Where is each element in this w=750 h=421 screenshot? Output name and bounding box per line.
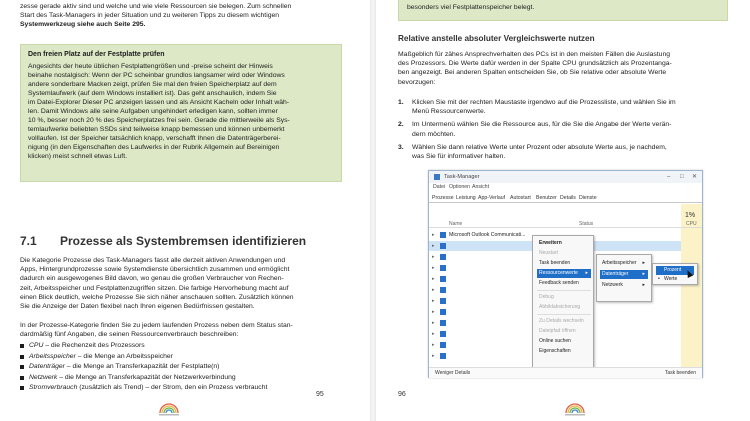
list-item xyxy=(20,362,342,373)
menu-item-ressourcenwerte[interactable] xyxy=(537,269,591,278)
menu-ansicht[interactable]: Ansicht xyxy=(472,184,490,190)
menu-item-label: Netzwerk xyxy=(602,282,623,288)
app-icon xyxy=(440,309,446,315)
step-list xyxy=(398,98,728,165)
text-line: was Sie für informativer halten. xyxy=(412,153,506,161)
text-line: zeit, Arbeitsspeicher und Festplattenzugriffen sitzen. Die farbige Hervorhebung macht auf xyxy=(20,284,289,292)
chevron-right-icon[interactable]: ▸ xyxy=(432,276,435,282)
app-icon xyxy=(440,342,446,348)
chevron-right-icon[interactable]: ▸ xyxy=(432,232,435,238)
bullet-text: – die Menge an Arbeitsspeicher xyxy=(75,352,173,360)
bullet-text: – die Rechenzeit des Prozessors xyxy=(43,342,145,349)
chevron-right-icon[interactable]: ▸ xyxy=(432,298,435,304)
menu-item-task-beenden[interactable]: Task beenden xyxy=(539,260,571,266)
chevron-right-icon[interactable]: ▸ xyxy=(432,342,435,348)
menu-item-online-suchen[interactable]: Online suchen xyxy=(539,338,571,344)
window-footer xyxy=(429,367,702,378)
text-line: Angesichts der heute üblichen Festplattengrößen und -preise scheint der Hinweis xyxy=(28,63,273,70)
column-header-name[interactable]: Name xyxy=(449,221,463,227)
bullet-icon: • xyxy=(658,276,660,282)
text-line: Systemwerkzeug siehe auch Seite 295. xyxy=(20,21,146,29)
menu-item-zu-details-wechseln[interactable]: Zu Details wechseln xyxy=(539,318,584,324)
menu-item-eigenschaften[interactable]: Eigenschaften xyxy=(539,348,571,354)
menu-item-debug[interactable]: Debug xyxy=(539,294,554,300)
text-line: Systemlaufwerk (auf dem Windows installiert ist). Das geht anschaulich, indem Sie xyxy=(28,90,277,97)
chevron-right-icon: ▸ xyxy=(642,282,645,288)
bullet-term: Arbeitsspeicher xyxy=(29,352,76,360)
bullet-text: (zusätzlich als Trend) – der Strom, den ein Prozess verbraucht xyxy=(77,384,268,391)
text-line: Im Untermenü wählen Sie die Ressource aus, für die Sie die Angabe der Werte verän- xyxy=(412,121,672,129)
menu-optionen[interactable]: Optionen xyxy=(449,184,471,190)
fewer-details-button[interactable]: Weniger Details xyxy=(435,370,471,376)
text-line: Maßgeblich für zähes Ansprechverhalten des PCs ist in den meisten Fällen die Auslastung xyxy=(398,51,671,58)
text-line: Klicken Sie mit der rechten Maustaste irgendwo auf die Prozessliste, und wählen Sie im xyxy=(412,99,676,106)
body-paragraph xyxy=(20,321,342,339)
list-item xyxy=(20,352,342,363)
tab-bar xyxy=(429,193,702,203)
column-header-status[interactable]: Status xyxy=(579,221,594,227)
list-item xyxy=(398,143,728,161)
text-line: Sie die Anzeige der Daten flexibel nach Ihren eigenen Bedürfnissen gestalten. xyxy=(20,303,255,311)
chevron-right-icon[interactable]: ▸ xyxy=(432,309,435,315)
text-line: ben angezeigt. Bei anderen Spalten entscheiden Sie, ob Sie relative oder absolute Werte xyxy=(398,69,667,77)
menu-item-label: Ressourcenwerte xyxy=(539,270,578,276)
app-icon xyxy=(440,265,446,271)
tab-autostart[interactable]: Autostart xyxy=(510,195,531,201)
close-icon[interactable]: ✕ xyxy=(692,174,698,180)
menu-item-prozent[interactable]: Prozent xyxy=(656,266,694,275)
app-icon xyxy=(440,320,446,326)
list-item xyxy=(398,98,728,116)
step-number: 1. xyxy=(398,99,404,106)
context-menu xyxy=(532,235,594,371)
list-item xyxy=(20,383,342,394)
text-line: im Datei-Explorer Dieser PC anzeigen lassen und als Ansicht Kacheln oder Inhalt wäh- xyxy=(28,99,290,106)
app-icon xyxy=(440,276,446,282)
menu-item-label: Arbeitsspeicher xyxy=(602,260,637,266)
list-item xyxy=(398,120,728,138)
app-icon xyxy=(440,331,446,337)
bullet-term: Datenträger xyxy=(29,363,65,370)
body-paragraph xyxy=(20,256,342,311)
tab-details[interactable]: Details xyxy=(560,195,576,201)
right-page xyxy=(376,0,750,421)
bullet-term: CPU xyxy=(29,342,44,349)
task-manager-icon xyxy=(434,174,440,180)
bullet-term: Netzwerk xyxy=(29,373,58,381)
text-line: Menü Ressourcenwerte. xyxy=(412,108,486,116)
rainbow-logo-icon xyxy=(154,401,184,417)
app-icon xyxy=(440,287,446,293)
step-number: 2. xyxy=(398,121,404,129)
menu-bar xyxy=(429,183,702,192)
tab-dienste[interactable]: Dienste xyxy=(579,195,597,201)
text-line: Start des Task-Managers in jeder Situation und zu weiteren Tipps zu diesem wichtigen xyxy=(20,12,280,20)
section-heading xyxy=(20,233,350,249)
tab-app-verlauf[interactable]: App-Verlauf xyxy=(478,195,506,201)
text-line: einen Blick deutlich, welche Prozesse Sie sich näher anschauen sollten. Zusätzlich können xyxy=(20,293,294,301)
menu-item-erweitern[interactable]: Erweitern xyxy=(539,240,562,246)
tip-box-title: Den freien Platz auf der Festplatte prüfen xyxy=(28,51,165,58)
app-icon xyxy=(440,243,446,249)
text-line: zesse gerade aktiv sind und welche und wie viele Ressourcen sie belegen. Zum schnellen xyxy=(20,3,292,10)
chevron-right-icon[interactable]: ▸ xyxy=(432,254,435,260)
subsection-heading: Relative anstelle absoluter Vergleichswerte nutzen xyxy=(398,34,595,43)
list-item xyxy=(20,341,342,352)
page-number: 96 xyxy=(398,391,406,398)
tab-prozesse[interactable]: Prozesse xyxy=(432,195,454,201)
text-line: dadurch ein ausgewogenes Bild davon, wo genau die großen Verbraucher von Rechen- xyxy=(20,275,284,283)
list-item xyxy=(20,373,342,384)
bullet-text: – die Menge an Transferkapazität der Netzwerkverbindung xyxy=(57,373,236,381)
tab-benutzer[interactable]: Benutzer xyxy=(536,195,557,201)
menu-divider xyxy=(537,290,591,291)
cpu-total-percent: 1% xyxy=(685,212,696,219)
tab-leistung[interactable]: Leistung xyxy=(456,195,476,201)
column-header-row xyxy=(429,204,702,228)
app-icon xyxy=(440,254,446,260)
menu-divider xyxy=(537,314,591,315)
chevron-right-icon[interactable]: ▸ xyxy=(432,320,435,326)
menu-item-feedback-senden[interactable]: Feedback senden xyxy=(539,280,579,286)
text-line: dardmäßig fünf Angaben, die seinen Ressourcenverbrauch beschreiben: xyxy=(20,331,239,339)
bullet-list xyxy=(20,341,342,394)
page-number: 95 xyxy=(316,391,324,398)
menu-item-netzwerk[interactable] xyxy=(600,281,648,290)
intro-paragraph xyxy=(20,2,342,30)
end-task-button[interactable]: Task beenden xyxy=(664,370,696,376)
text-line: len. Damit Windows alle seine Aufgaben ungehindert erledigen kann, sollten immer xyxy=(28,108,278,115)
chevron-right-icon[interactable]: ▸ xyxy=(432,353,435,359)
step-number: 3. xyxy=(398,143,404,151)
app-icon xyxy=(440,353,446,359)
text-line: dern möchten. xyxy=(412,130,456,138)
menu-item-datentraeger[interactable] xyxy=(600,270,648,279)
text-line: klicken) meist schnell etwas Luft. xyxy=(28,153,127,160)
text-line: temlaufwerke beliebten SSDs sind teilweise knapp bemessen und können unbemerkt xyxy=(28,126,285,133)
maximize-icon[interactable]: □ xyxy=(680,174,684,180)
menu-item-label: Werte xyxy=(664,276,678,282)
text-line: andere sonderbare Macken zeigt, prüfen Sie mal den freien Speicherplatz auf dem xyxy=(28,81,277,88)
minimize-icon[interactable]: – xyxy=(667,174,671,180)
section-number: 7.1 xyxy=(20,234,37,248)
text-line: beinahe nostalgisch: Wenn der PC scheinbar grundlos langsamer wird oder Windows xyxy=(28,72,285,79)
chevron-right-icon[interactable]: ▸ xyxy=(432,265,435,271)
menu-datei[interactable]: Datei xyxy=(433,184,446,190)
text-line: Die Kategorie Prozesse des Task-Managers fasst alle derzeit aktiven Anwendungen und xyxy=(20,257,286,264)
text-line: 10 %, besser noch 20 % des Speicherplatzes frei sein. Gerade die mittlerweile als Sys- xyxy=(28,117,290,124)
menu-item-arbeitsspeicher[interactable] xyxy=(600,259,648,268)
process-name: Microsoft Outlook Communicati... xyxy=(449,232,526,238)
menu-item-label: Datenträger xyxy=(602,271,629,277)
body-paragraph xyxy=(398,50,728,87)
column-header-cpu[interactable]: CPU xyxy=(686,221,697,227)
text-line: nigung (in den Eigenschaften des Laufwerks in der Rubrik Allgemein auf Bereinigen xyxy=(28,144,280,151)
window-titlebar xyxy=(429,171,702,183)
app-icon xyxy=(440,298,446,304)
chevron-right-icon[interactable]: ▸ xyxy=(432,287,435,293)
text-line: volllaufen. Ist der Speicher tatsächlich knapp, verschafft Ihnen die Datenträgerberei- xyxy=(28,135,281,142)
section-title: Prozesse als Systembremsen identifizieren xyxy=(60,234,307,248)
text-line: Apps, Hintergrundprozesse sowie Systemdienste übersichtlich zusammen und ermöglicht xyxy=(20,266,290,274)
chevron-right-icon: ▸ xyxy=(585,270,588,276)
text-line: In der Prozesse-Kategorie finden Sie zu jedem laufenden Prozess neben dem Status stan- xyxy=(20,322,293,329)
task-manager-screenshot xyxy=(428,170,703,378)
text-line: besonders viel Festplattenspeicher belegt. xyxy=(407,4,535,11)
menu-item-neustart[interactable]: Neustart xyxy=(539,250,558,256)
chevron-right-icon: ▸ xyxy=(642,260,645,266)
bullet-term: Stromverbrauch xyxy=(29,384,78,391)
tip-box xyxy=(398,0,728,21)
chevron-right-icon: ▸ xyxy=(642,271,645,277)
outlook-icon xyxy=(440,232,446,238)
text-line: Wählen Sie dann relative Werte unter Prozent oder absolute Werte aus, je nachdem, xyxy=(412,143,667,151)
cpu-column-highlight xyxy=(681,204,702,367)
text-line: des Prozessors. Die Werte dafür werden in der Spalte CPU grundsätzlich als Prozentanga- xyxy=(398,60,672,68)
menu-item-abbildabsicherung[interactable]: Abbildabsicherung xyxy=(539,304,581,310)
bullet-text: – die Menge an Transferkapazität der Festplatte(n) xyxy=(64,363,220,370)
chevron-right-icon[interactable]: ▸ xyxy=(432,331,435,337)
menu-item-dateipfad-oeffnen[interactable]: Dateipfad öffnen xyxy=(539,328,576,334)
chevron-right-icon[interactable]: ▸ xyxy=(432,243,435,249)
window-title: Task-Manager xyxy=(444,174,480,180)
tip-box xyxy=(20,44,342,182)
left-page xyxy=(0,0,370,421)
resource-submenu xyxy=(596,254,652,302)
rainbow-logo-icon xyxy=(560,401,590,417)
text-line: bevorzugen: xyxy=(398,78,436,86)
